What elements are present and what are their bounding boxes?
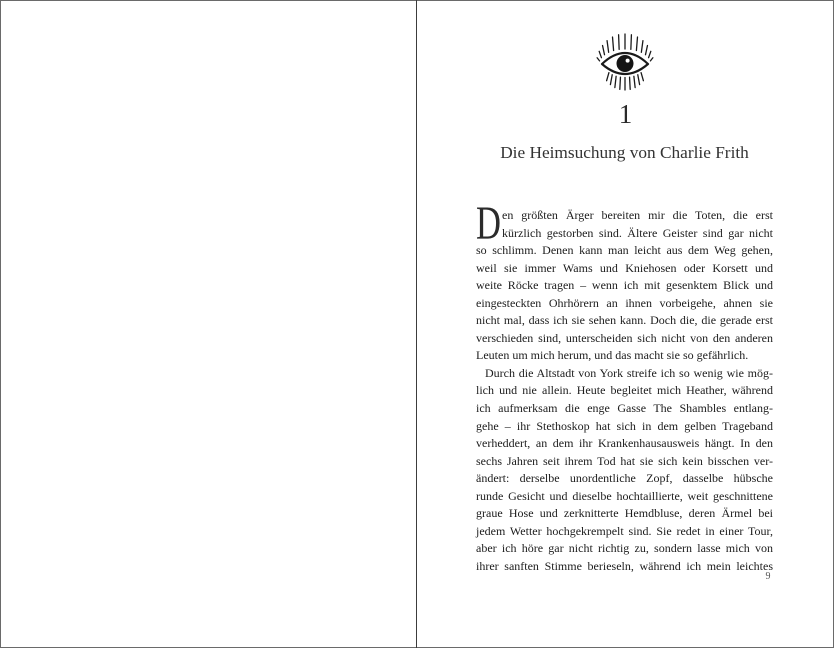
right-page: [417, 0, 834, 648]
eye-icon: [596, 30, 654, 94]
text-line: weil sie immer Wams und Kniehosen oder Korsett und: [476, 260, 773, 275]
eye-highlight: [626, 59, 630, 63]
text-line: kürzlich gestorben sind. Ältere Geister sind gar nicht: [502, 225, 773, 240]
page-number: 9: [765, 571, 771, 582]
eye-ray: [649, 51, 651, 57]
text-line: weite Röcke tragen – wenn ich mit gesenktem Blick und: [476, 278, 773, 293]
eye-ray: [619, 35, 620, 50]
text-line: Leuten um mich herum, und das macht sie so gefährlich.: [476, 348, 749, 363]
eye-ray: [638, 75, 640, 85]
drop-cap: D: [476, 197, 501, 250]
chapter-title: Die Heimsuchung von Charlie Frith: [500, 143, 749, 162]
text-line: aber ich höre gar nicht richtig zu, sondern lasse mich von: [476, 541, 773, 556]
text-line: runde Gesicht und dieselbe hochtaillierte, weit geschnittene: [476, 488, 773, 503]
paragraph: [476, 365, 773, 576]
eye-ray: [607, 41, 609, 53]
chapter-number: 1: [618, 99, 633, 129]
eye-ray: [650, 58, 652, 61]
eye-ray: [645, 46, 647, 55]
eye-ray: [620, 77, 621, 89]
text-line: jedem Wetter hochgekrempelt sind. Sie redet in einer Tour,: [476, 523, 773, 538]
eye-ray: [607, 73, 609, 81]
body-text: [476, 207, 773, 575]
text-line: ändert: derselbe unordentliche Zopf, dasselbe hübsche: [476, 471, 773, 486]
eye-ray: [636, 37, 637, 50]
text-line: graue Hose und zerknitterte Hemdbluse, deren Ärmel bei: [476, 506, 773, 521]
eye-ray: [610, 75, 612, 85]
eye-ray: [634, 76, 635, 87]
eye-ray: [641, 73, 643, 81]
eye-ray: [597, 58, 599, 61]
eye-ray: [641, 41, 643, 53]
eye-ray: [599, 51, 601, 57]
text-line: Durch die Altstadt von York streife ich so wenig wie mög-: [485, 365, 773, 380]
text-line: ich aufmerksam die enge Gasse The Shambles entlang-: [476, 401, 773, 416]
eye-ray: [603, 46, 605, 55]
text-line: en größten Ärger bereiten mir die Toten, die erst: [502, 208, 773, 222]
eye-ray: [631, 35, 632, 50]
text-line: ihrer sanften Stimme berieseln, während ich mein leichtes: [476, 558, 773, 573]
text-line: nicht mal, dass ich sie sehen kann. Doch die, die gerade erst: [476, 313, 773, 328]
eye-ray: [613, 37, 614, 50]
eye-iris: [617, 55, 634, 72]
text-line: verschieden sind, unterscheiden sich nicht von den anderen: [476, 330, 773, 345]
paragraph: [476, 207, 773, 365]
text-line: verheddert, an dem ihr Krankenhausausweis hängt. In den: [476, 436, 773, 451]
eye-ray: [615, 76, 616, 87]
text-line: eingesteckten Ohrhörern an ihnen vorbeigehe, ahnen sie: [476, 295, 773, 310]
eye-ray: [630, 77, 631, 89]
text-line: gehe – ihr Stethoskop hat sich in dem gelben Trageband: [476, 418, 773, 433]
text-line: so schlimm. Denen kann man leicht aus dem Weg gehen,: [476, 243, 773, 258]
left-page: [0, 0, 416, 648]
text-line: lich und nie allein. Heute begleitet mich Heather, während: [476, 383, 773, 398]
text-line: sechs Jahren seit ihrem Tod hat sie sich kein bisschen ver-: [476, 453, 773, 468]
